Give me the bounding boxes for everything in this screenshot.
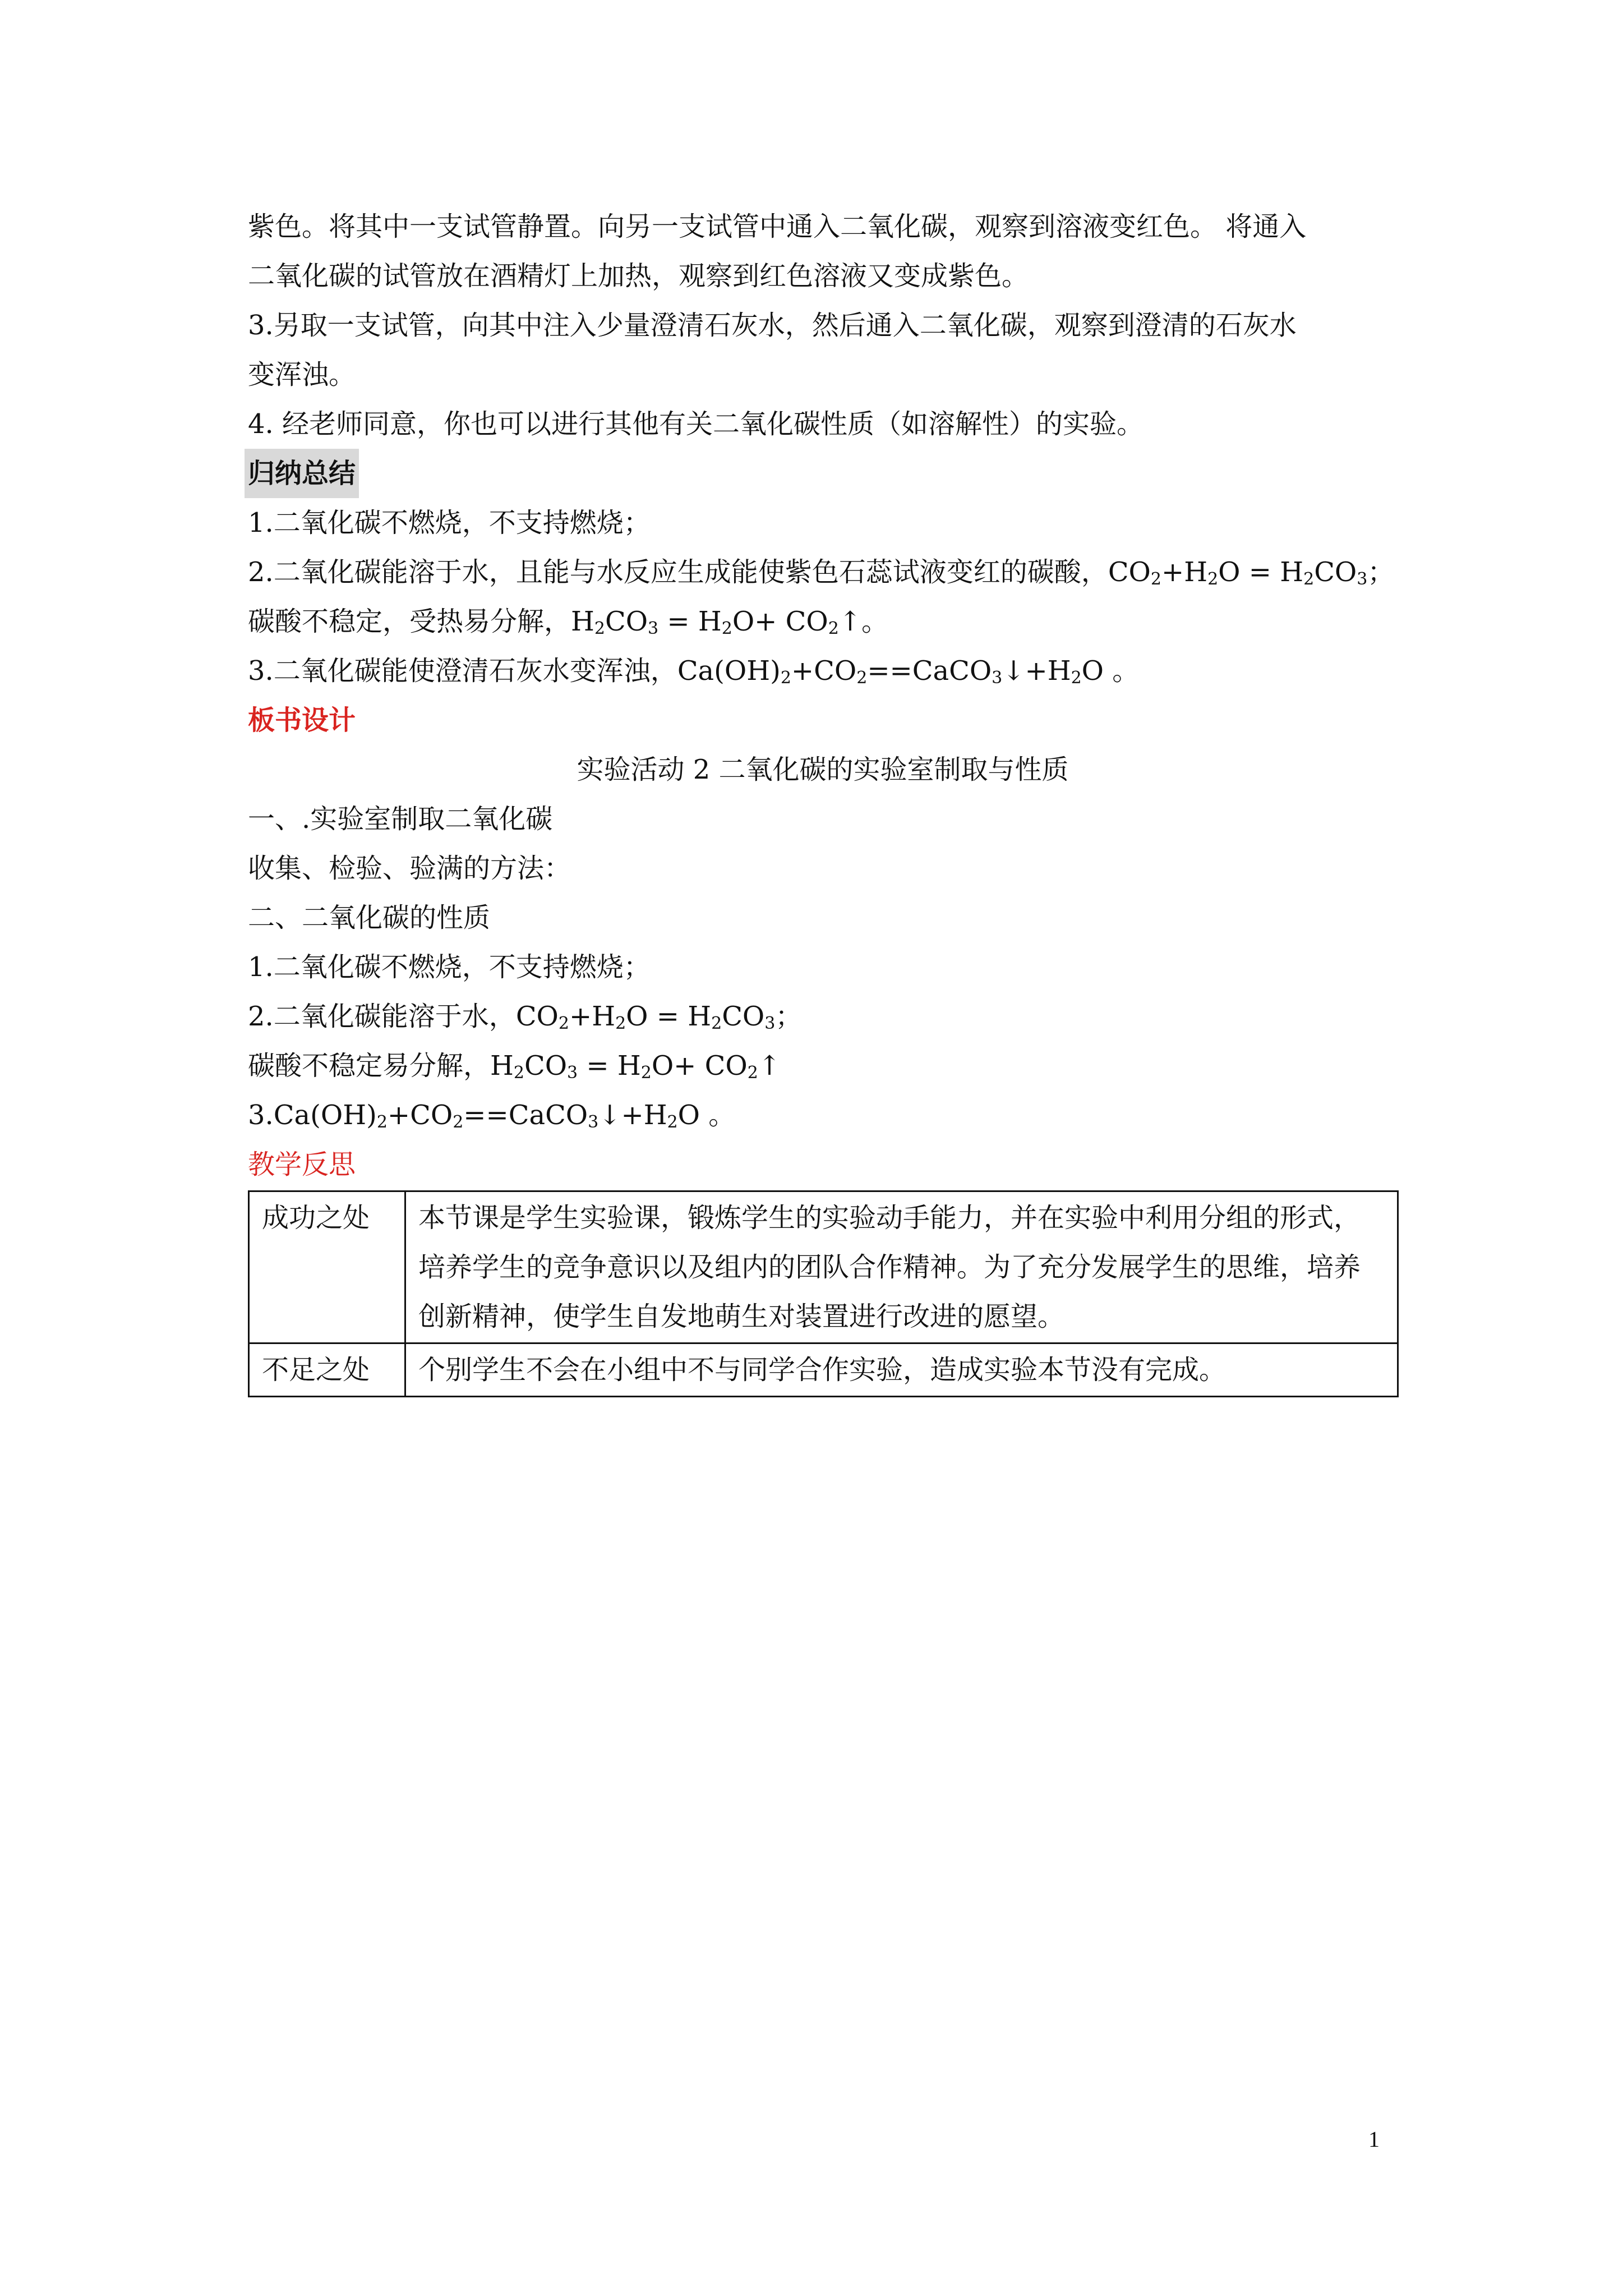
summary-item-2 bbox=[248, 547, 1398, 597]
limewater-equation: $Ca(OH)_2+CO_2==CaCO_3↓+H_2O$ 。 bbox=[677, 655, 1140, 688]
row-text-success: 本节课是学生实验课，锻炼学生的实验动手能力，并在实验中利用分组的形式，培养学生的竞争意识以及组内的团队合作精神。为了充分发展学生的思维，培养创新精神，使学生自发地萌生对装置进行改进的愿望。 bbox=[405, 1191, 1398, 1343]
row-label-shortcoming: 不足之处 bbox=[249, 1343, 405, 1397]
board-item-2b-text: 碳酸不稳定易分解， bbox=[248, 1050, 491, 1082]
table-row bbox=[249, 1191, 1398, 1343]
board-item-3 bbox=[248, 1091, 1398, 1140]
board-methods: 收集、检验、验满的方法： bbox=[248, 853, 571, 884]
summary-heading: 归纳总结 bbox=[245, 449, 359, 498]
step3-line-1: 3.另取一支试管，向其中注入少量澄清石灰水，然后通入二氧化碳，观察到澄清的石灰水 bbox=[248, 310, 1297, 341]
summary-item-2-cont bbox=[248, 597, 1398, 646]
reflection-heading-line bbox=[248, 1140, 1398, 1189]
decomposition-equation: $H_2CO_3 = H_2O+$ $CO_2↑$。 bbox=[571, 606, 889, 638]
step3-line-2: 变浑浊。 bbox=[248, 359, 356, 390]
board-item-2 bbox=[248, 992, 1398, 1041]
summary-item-2-cont-text: 碳酸不稳定，受热易分解， bbox=[248, 606, 571, 637]
board-item-1: 1.二氧化碳不燃烧，不支持燃烧； bbox=[248, 951, 651, 983]
document-page bbox=[248, 202, 1398, 1397]
intro-line-2: 二氧化碳的试管放在酒精灯上加热，观察到红色溶液又变成紫色。 bbox=[248, 260, 1029, 292]
page-number: 1 bbox=[1368, 2127, 1380, 2152]
table-row bbox=[249, 1343, 1398, 1397]
step4-line: 4. 经老师同意，你也可以进行其他有关二氧化碳性质（如溶解性）的实验。 bbox=[248, 408, 1144, 440]
board-carbonic-acid-equation: $CO_2+H_2O = H_2CO_3$； bbox=[515, 1001, 803, 1033]
row-label-success: 成功之处 bbox=[249, 1191, 405, 1343]
board-item-2-text: 2.二氧化碳能溶于水， bbox=[248, 1001, 516, 1032]
row-text-shortcoming: 个别学生不会在小组中不与同学合作实验，造成实验本节没有完成。 bbox=[405, 1343, 1398, 1397]
intro-line-1: 紫色。将其中一支试管静置。向另一支试管中通入二氧化碳，观察到溶液变红色。 将通入 bbox=[248, 211, 1307, 242]
reflection-heading: 教学反思 bbox=[248, 1149, 356, 1180]
reflection-table bbox=[248, 1190, 1399, 1397]
board-section-2: 二、二氧化碳的性质 bbox=[248, 902, 491, 933]
board-item-3-text: 3. bbox=[248, 1099, 274, 1131]
summary-item-2-text: 2.二氧化碳能溶于水，且能与水反应生成能使紫色石蕊试液变红的碳酸， bbox=[248, 556, 1108, 588]
summary-item-1: 1.二氧化碳不燃烧，不支持燃烧； bbox=[248, 507, 651, 539]
summary-item-3 bbox=[248, 646, 1398, 696]
board-limewater-equation: $Ca(OH)_2+CO_2==CaCO_3↓+H_2O$ 。 bbox=[273, 1099, 736, 1132]
board-title: 实验活动 2 二氧化碳的实验室制取与性质 bbox=[577, 754, 1069, 785]
summary-heading-line bbox=[248, 449, 1398, 498]
carbonic-acid-equation: $CO_2+H_2O = H_2CO_3$； bbox=[1108, 556, 1395, 589]
summary-item-3-text: 3.二氧化碳能使澄清石灰水变浑浊， bbox=[248, 655, 677, 687]
board-item-2b bbox=[248, 1041, 1398, 1091]
board-decomposition-equation: $H_2CO_3 = H_2O+$ $CO_2↑$ bbox=[490, 1050, 781, 1083]
board-heading: 板书设计 bbox=[248, 705, 356, 736]
board-section-1: 一、.实验室制取二氧化碳 bbox=[248, 803, 553, 835]
board-heading-line bbox=[248, 696, 1398, 745]
